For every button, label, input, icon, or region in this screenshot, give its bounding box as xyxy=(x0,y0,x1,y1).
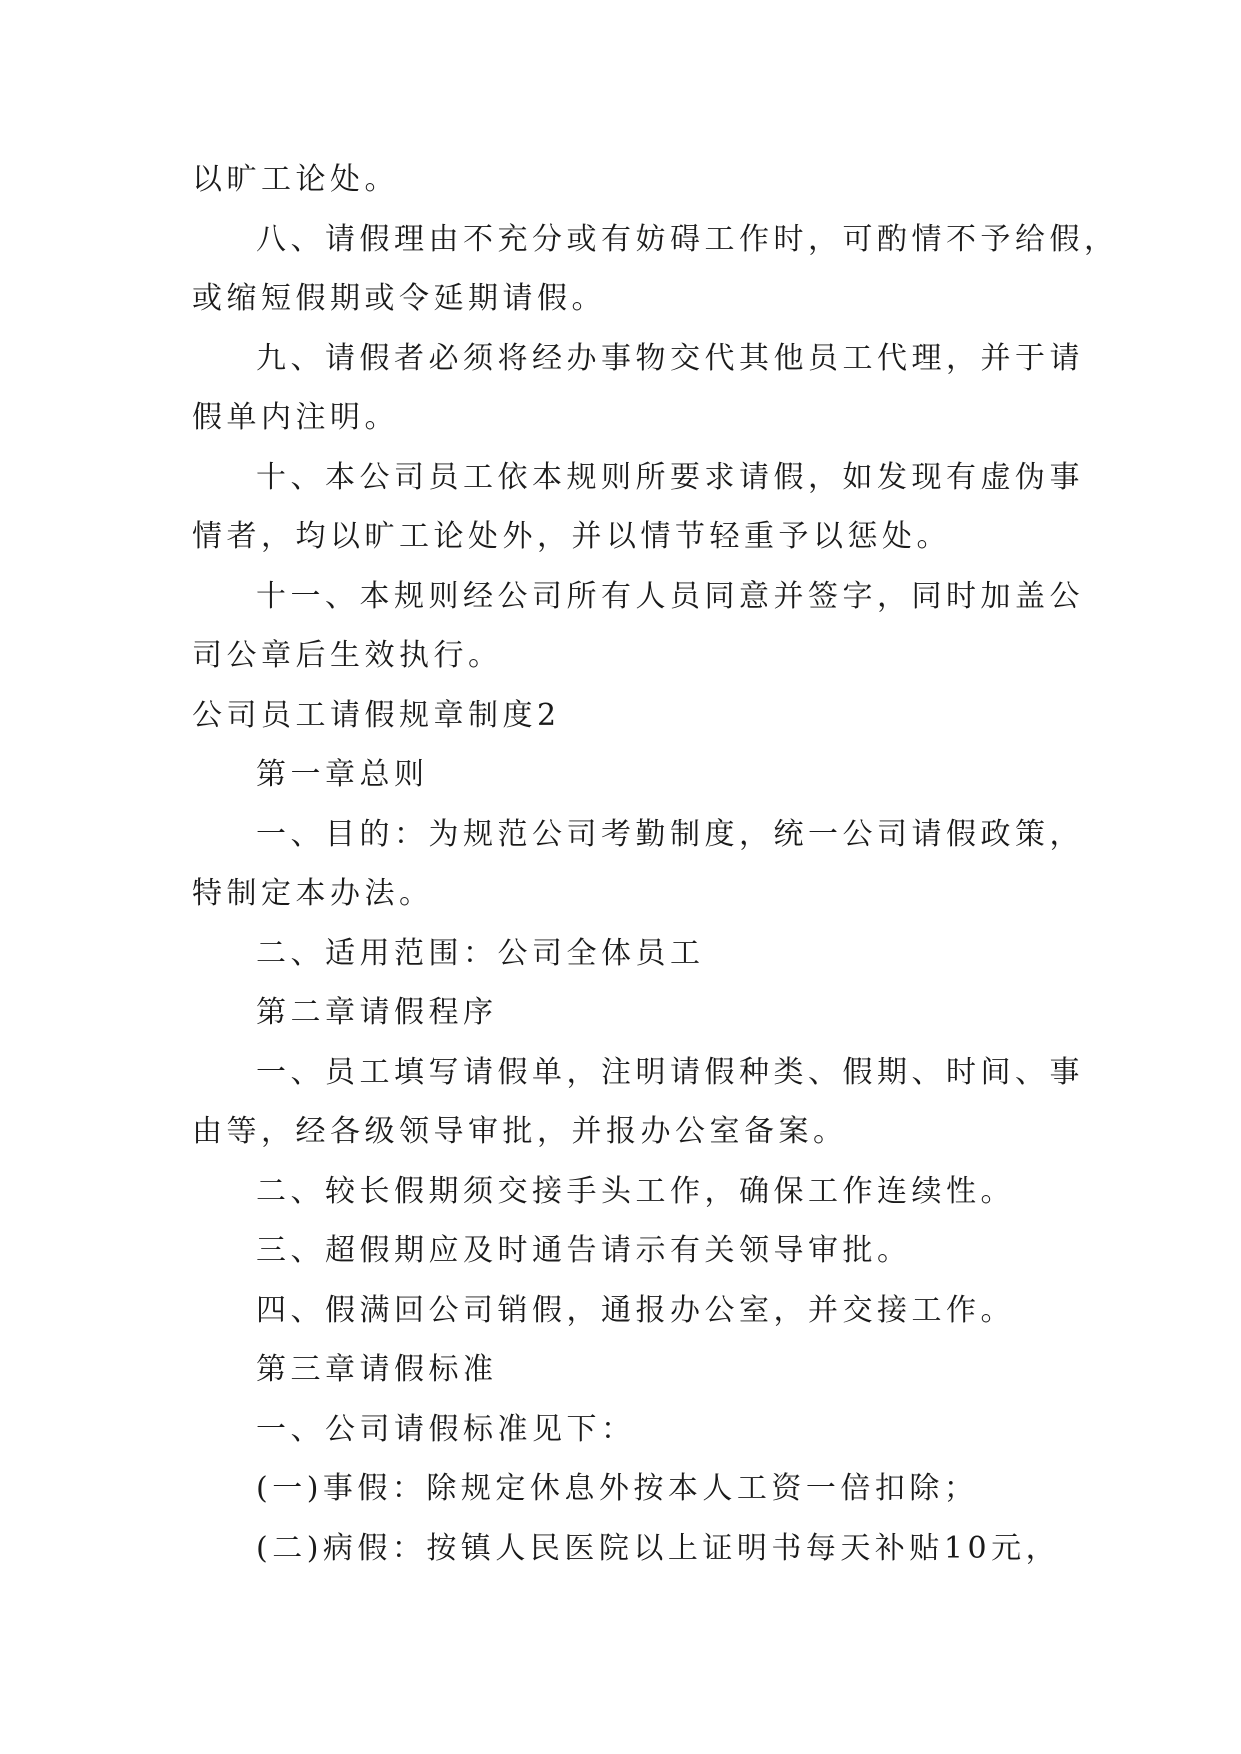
text-line: 一、员工填写请假单，注明请假种类、假期、时间、事 xyxy=(256,1054,1084,1090)
text-line: 以旷工论处。 xyxy=(192,162,399,197)
text-line: 一、目的：为规范公司考勤制度，统一公司请假政策， xyxy=(256,816,1084,852)
text-line: 十、本公司员工依本规则所要求请假，如发现有虚伪事 xyxy=(256,459,1084,495)
chapter-heading: 第二章请假程序 xyxy=(256,995,498,1030)
text-line: (二)病假：按镇人民医院以上证明书每天补贴10元， xyxy=(256,1530,1061,1566)
text-line: 由等，经各级领导审批，并报办公室备案。 xyxy=(192,1114,848,1149)
chapter-heading: 第三章请假标准 xyxy=(256,1352,498,1387)
text-line: 一、公司请假标准见下： xyxy=(256,1411,636,1447)
text-line: 四、假满回公司销假，通报办公室，并交接工作。 xyxy=(256,1292,1015,1328)
text-line: 二、较长假期须交接手头工作，确保工作连续性。 xyxy=(256,1173,1015,1209)
chapter-heading: 第一章总则 xyxy=(256,757,429,792)
text-line: 假单内注明。 xyxy=(192,400,399,435)
section-title: 公司员工请假规章制度2 xyxy=(192,697,561,733)
text-line: 二、适用范围：公司全体员工 xyxy=(256,935,705,971)
text-line: 八、请假理由不充分或有妨碍工作时，可酌情不予给假， xyxy=(256,221,1119,257)
text-line: 九、请假者必须将经办事物交代其他员工代理，并于请 xyxy=(256,340,1084,376)
text-line: (一)事假：除规定休息外按本人工资一倍扣除； xyxy=(256,1471,979,1506)
text-line: 情者，均以旷工论处外，并以情节轻重予以惩处。 xyxy=(192,519,951,554)
text-line: 或缩短假期或令延期请假。 xyxy=(192,281,606,316)
text-line: 三、超假期应及时通告请示有关领导审批。 xyxy=(256,1233,912,1268)
text-line: 十一、本规则经公司所有人员同意并签字，同时加盖公 xyxy=(256,578,1084,614)
text-line: 特制定本办法。 xyxy=(192,876,434,911)
text-line: 司公章后生效执行。 xyxy=(192,638,503,673)
document-body xyxy=(192,150,1119,1578)
